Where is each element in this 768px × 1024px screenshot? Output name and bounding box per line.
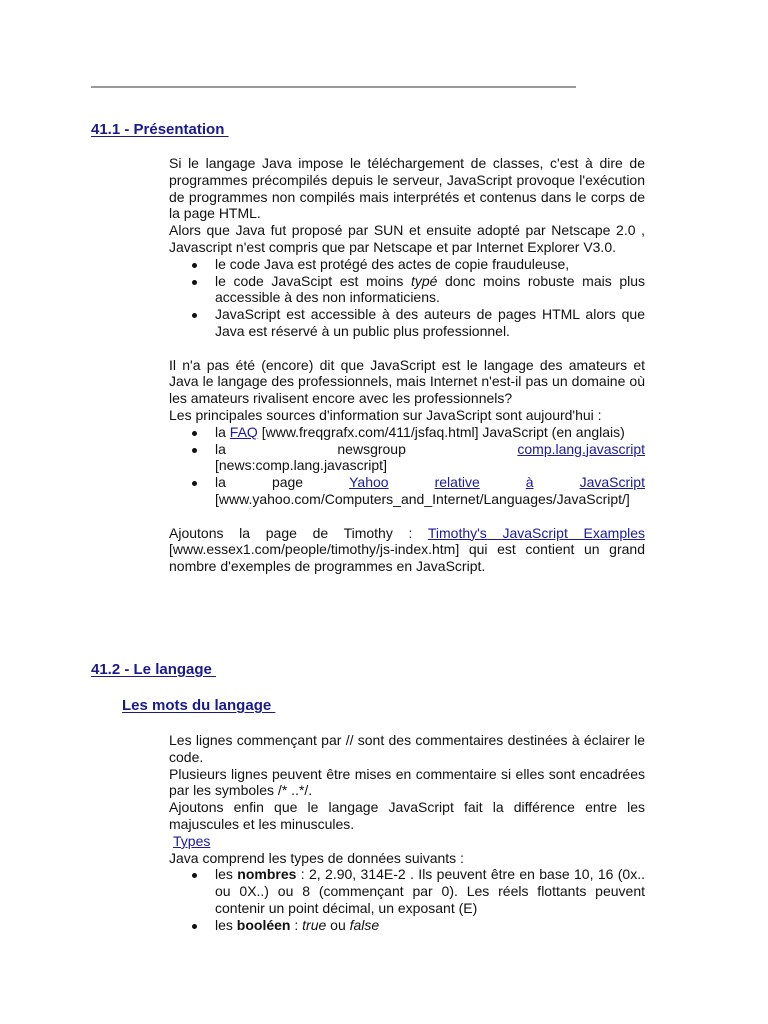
paragraph: Si le langage Java impose le téléchargement de classes, c'est à dire de programmes précompilés depuis le serveur, JavaScript provoque l'exécution de programmes non compilés mais interprétés et contenus dans le corps de la page HTML. (169, 155, 645, 222)
list-item: les booléen : true ou false (215, 917, 645, 934)
list-item: le code Java est protégé des actes de copie frauduleuse, (215, 256, 645, 273)
list-item: JavaScript est accessible à des auteurs de pages HTML alors que Java est réservé à un public plus professionnel. (215, 306, 645, 339)
list-item: la FAQ [www.freqgrafx.com/411/jsfaq.html] JavaScript (en anglais) (215, 424, 645, 441)
paragraph: Les lignes commençant par // sont des commentaires destinées à éclairer le code. (169, 732, 645, 765)
paragraph: Plusieurs lignes peuvent être mises en commentaire si elles sont encadrées par les symboles /* ..*/. (169, 765, 645, 799)
yahoo-link[interactable]: Yahoo (349, 474, 389, 491)
section-langage-body (169, 732, 645, 934)
yahoo-link[interactable]: à (525, 474, 534, 491)
paragraph: Alors que Java fut proposé par SUN et ensuite adopté par Netscape 2.0 , Javascript n'est compris que par Netscape et par Internet Explorer V3.0. (169, 222, 645, 255)
yahoo-link[interactable]: relative (434, 474, 480, 491)
list-item: la page Yahoo relative à JavaScript [www.yahoo.com/Computers_and_Internet/Languages/JavaScript/] (215, 474, 645, 507)
timothy-link[interactable]: Timothy's JavaScript Examples (427, 524, 645, 541)
yahoo-link[interactable]: JavaScript (579, 474, 645, 491)
sources-list (169, 424, 645, 508)
section-title-langage: 41.2 - Le langage (91, 661, 217, 678)
paragraph (169, 833, 645, 850)
newsgroup-link[interactable]: comp.lang.javascript (517, 440, 645, 457)
section-title-presentation: 41.1 - Présentation (91, 121, 229, 138)
types-list (169, 866, 645, 933)
list-item: le code JavaScipt est moins typé donc moins robuste mais plus accessible à des non informaticiens. (215, 272, 646, 306)
faq-link[interactable]: FAQ (229, 423, 258, 440)
paragraph: Les principales sources d'information sur JavaScript sont aujourd'hui : (169, 406, 602, 423)
paragraph: Ajoutons la page de Timothy : Timothy's JavaScript Examples [www.essex1.com/people/timothy/js-index.htm] qui est contient un grand nombre d'exemples de programmes en JavaScript. (169, 524, 645, 575)
paragraph: Il n'a pas été (encore) dit que JavaScript est le langage des amateurs et Java le langage des professionnels, mais Internet n'est-il pas un domaine où les amateurs rivalisent encore avec les professionnels? (169, 356, 645, 407)
subsection-title-mots: Les mots du langage (122, 697, 276, 714)
types-link[interactable]: Types (173, 832, 211, 849)
list-item: la newsgroup comp.lang.javascript [news:comp.lang.javascript] (215, 440, 645, 474)
comparison-list (169, 256, 645, 340)
paragraph: Java comprend les types de données suivants : (169, 849, 464, 866)
paragraph: Ajoutons enfin que le langage JavaScript fait la différence entre les majuscules et les minuscules. (169, 799, 645, 832)
section-presentation-body (169, 155, 645, 575)
list-item: les nombres : 2, 2.90, 314E-2 . Ils peuvent être en base 10, 16 (0x.. ou 0X..) ou 8 (commençant par 0). Les réels flottants peuvent contenir un point décimal, un exposant (E) (215, 866, 645, 916)
horizontal-rule (91, 86, 576, 88)
